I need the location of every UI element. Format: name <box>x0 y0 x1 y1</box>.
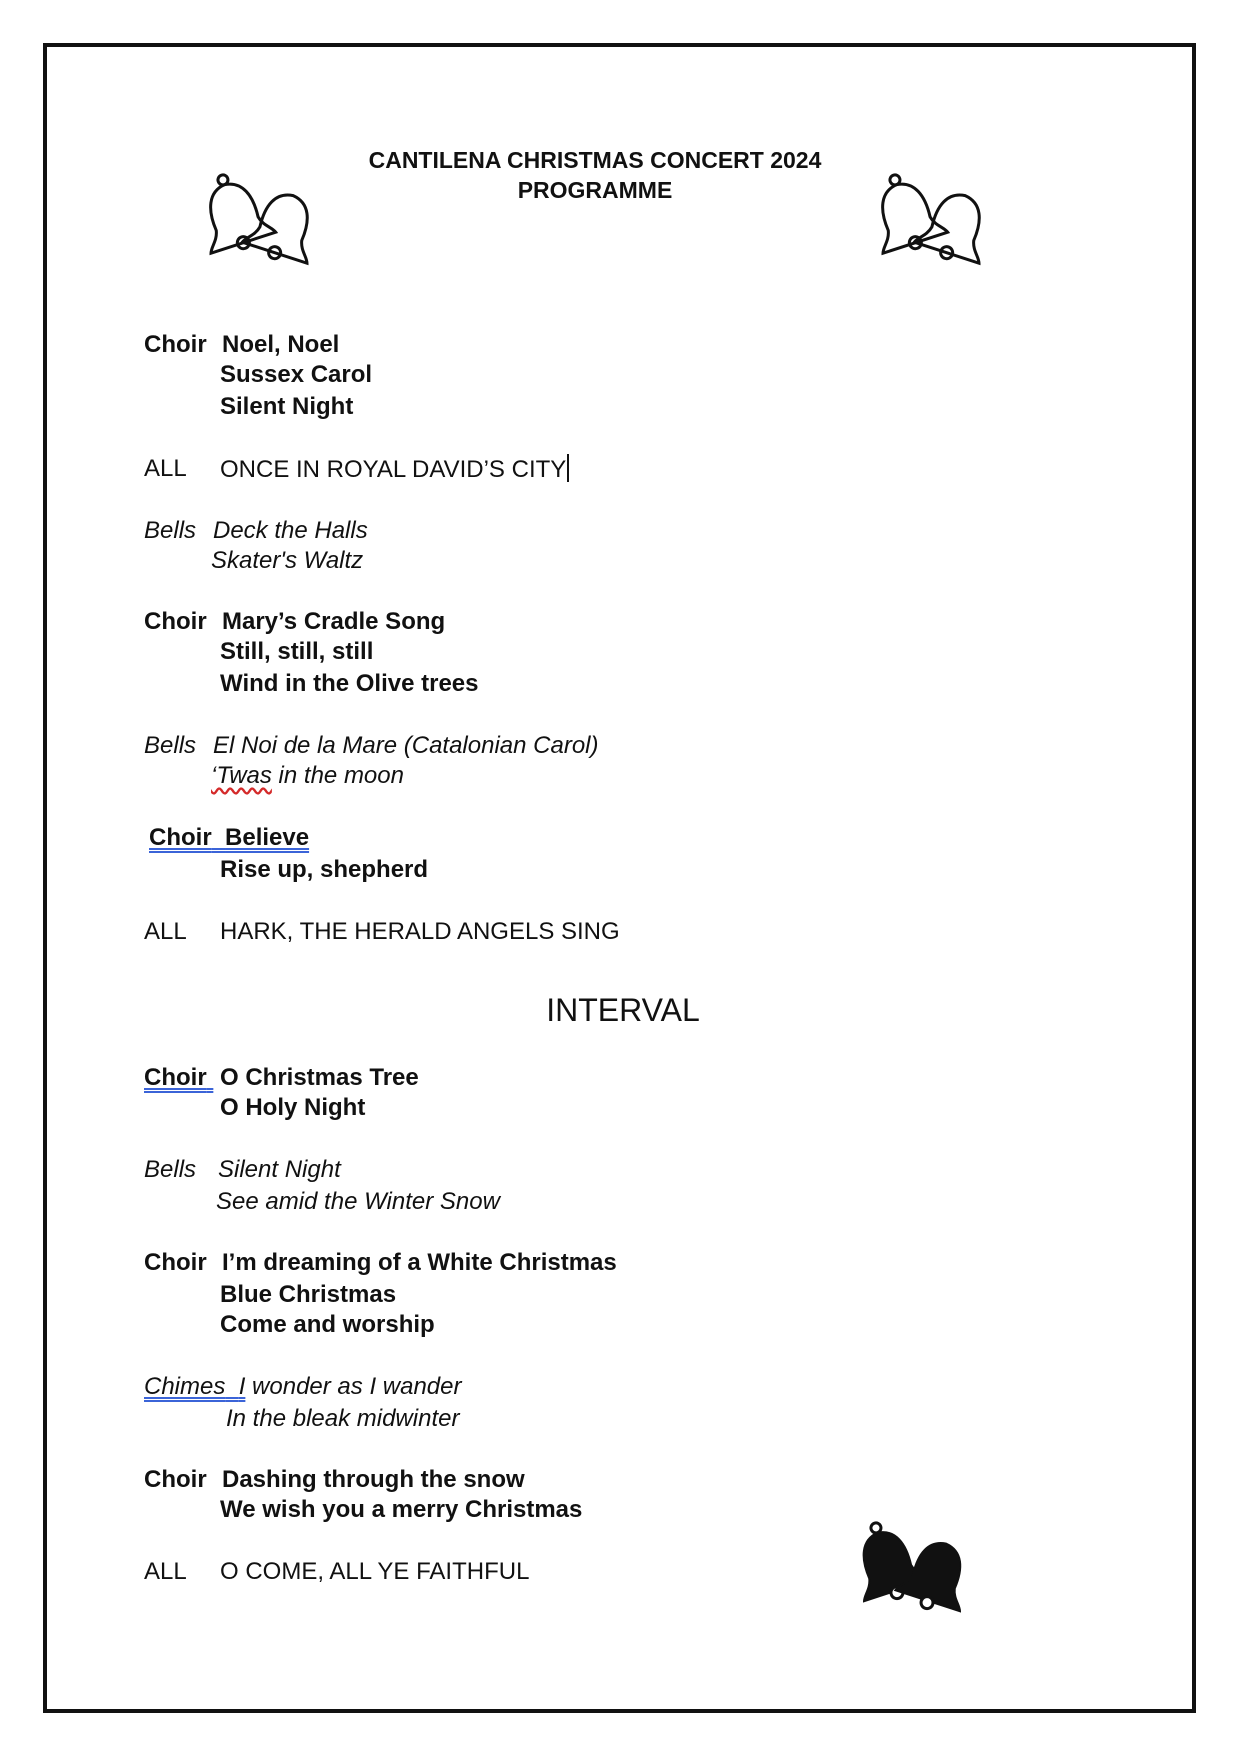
label-choir: Choir <box>144 1466 207 1493</box>
grammar-flagged-phrase[interactable] <box>149 824 309 851</box>
label-bells: Bells <box>144 1156 197 1183</box>
song-title: Believe <box>225 824 310 851</box>
label-all: ALL <box>144 918 187 945</box>
song-title-with-cursor <box>220 454 569 485</box>
label-choir: Choir <box>144 1249 207 1276</box>
bells-outline-icon <box>195 172 323 270</box>
song-title-line <box>211 761 404 791</box>
song-title: HARK, THE HERALD ANGELS SING <box>220 918 620 945</box>
page-border <box>43 43 1196 1713</box>
song-title-start: I <box>238 1373 246 1400</box>
label-choir: Choir <box>144 331 207 358</box>
label-bells: Bells <box>144 517 197 544</box>
song-title: Skater's Waltz <box>211 547 364 574</box>
song-title: Mary’s Cradle Song <box>222 608 446 635</box>
label-choir: Choir <box>149 824 212 851</box>
interval-heading: INTERVAL <box>546 992 700 1028</box>
text-cursor <box>567 454 569 482</box>
song-title: Deck the Halls <box>213 517 368 544</box>
section-heading-line <box>149 823 309 853</box>
song-title: Silent Night <box>220 393 354 420</box>
song-title: Come and worship <box>220 1311 435 1338</box>
song-title: O Holy Night <box>220 1094 366 1121</box>
song-title: We wish you a merry Christmas <box>220 1496 583 1523</box>
song-title: I’m dreaming of a White Christmas <box>222 1249 617 1276</box>
song-title-rest: in the moon <box>271 762 404 789</box>
label-all: ALL <box>144 455 187 482</box>
song-title: Blue Christmas <box>220 1281 397 1308</box>
song-title: Still, still, still <box>220 638 374 665</box>
grammar-flagged-phrase[interactable] <box>144 1373 245 1400</box>
label-all: ALL <box>144 1558 187 1585</box>
song-title: Wind in the Olive trees <box>220 670 479 697</box>
song-title: Rise up, shepherd <box>220 856 429 883</box>
song-title: Silent Night <box>218 1156 341 1183</box>
song-title: ONCE IN ROYAL DAVID’S CITY <box>220 456 567 483</box>
song-title-rest: wonder as I wander <box>245 1373 462 1400</box>
song-title: El Noi de la Mare (Catalonian Carol) <box>213 732 599 759</box>
song-title: In the bleak midwinter <box>226 1405 460 1432</box>
label-bells: Bells <box>144 732 197 759</box>
song-title: O Christmas Tree <box>220 1064 419 1091</box>
song-title: See amid the Winter Snow <box>216 1188 500 1215</box>
chimes-line <box>144 1372 462 1402</box>
bells-outline-icon <box>867 172 995 270</box>
grammar-flagged-space <box>207 1064 214 1091</box>
label-choir[interactable]: Choir <box>144 1064 207 1091</box>
bells-filled-icon <box>848 1520 976 1618</box>
label-choir: Choir <box>144 608 207 635</box>
label-choir-line <box>144 1063 213 1093</box>
spelling-flagged-word[interactable]: ‘Twas <box>211 762 272 789</box>
song-title: Sussex Carol <box>220 361 373 388</box>
song-title: Noel, Noel <box>222 331 340 358</box>
concert-title: CANTILENA CHRISTMAS CONCERT 2024 <box>368 147 822 173</box>
programme-heading: PROGRAMME <box>517 177 673 203</box>
song-title: Dashing through the snow <box>222 1466 525 1493</box>
song-title: O COME, ALL YE FAITHFUL <box>220 1558 530 1585</box>
label-chimes: Chimes <box>144 1373 226 1400</box>
